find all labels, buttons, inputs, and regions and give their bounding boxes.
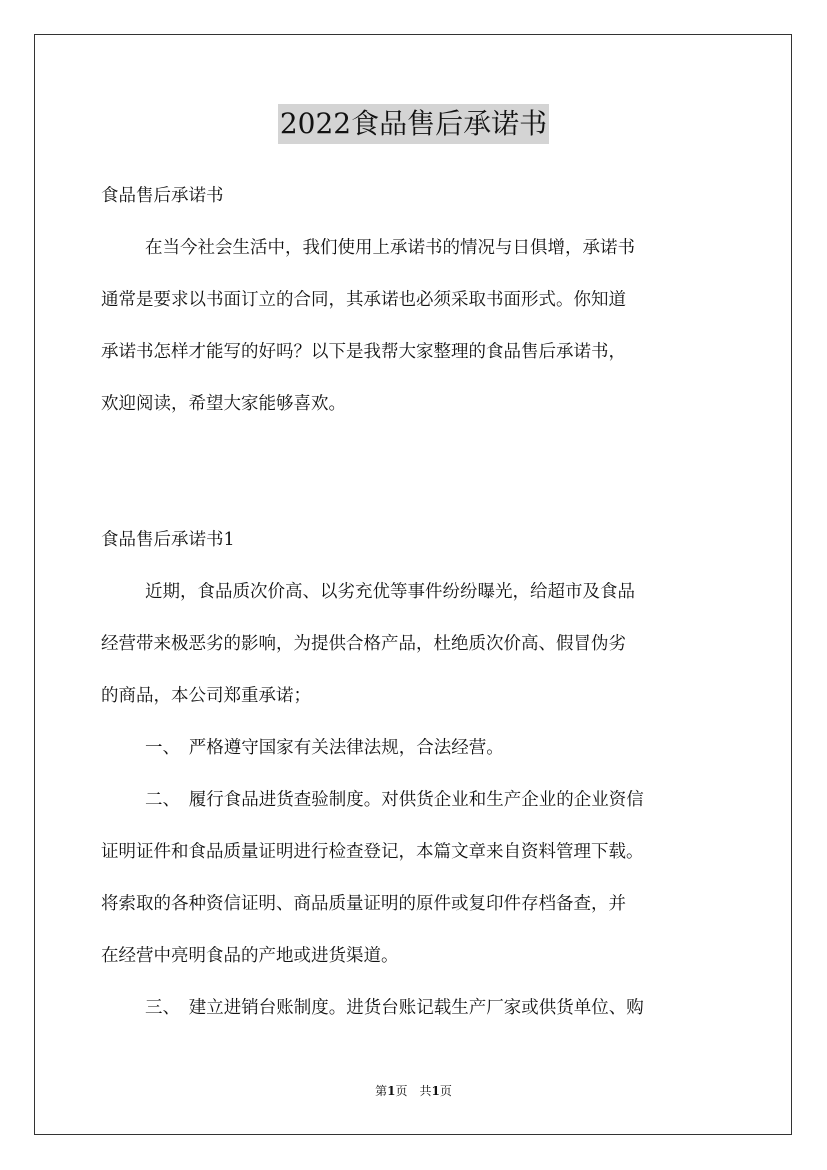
page-footer bbox=[0, 1083, 827, 1099]
text-line: 的商品，本公司郑重承诺； bbox=[101, 686, 311, 706]
footer-prefix: 第 bbox=[375, 1084, 388, 1098]
document-title-container bbox=[0, 103, 827, 144]
document-title: 2022食品售后承诺书 bbox=[278, 104, 549, 144]
text-line: 三、 建立进销台账制度。进货台账记载生产厂家或供货单位、购 bbox=[145, 998, 644, 1018]
text-line: 将索取的各种资信证明、商品质量证明的原件或复印件存档备查，并 bbox=[101, 894, 626, 914]
text-line: 承诺书怎样才能写的好吗？以下是我帮大家整理的食品售后承诺书， bbox=[101, 342, 626, 362]
text-line: 经营带来极恶劣的影响，为提供合格产品，杜绝质次价高、假冒伪劣 bbox=[101, 634, 626, 654]
text-line: 在当今社会生活中，我们使用上承诺书的情况与日俱增，承诺书 bbox=[145, 238, 635, 258]
footer-middle: 页 共 bbox=[395, 1084, 432, 1098]
footer-total-pages: 1 bbox=[431, 1084, 440, 1098]
text-line: 证明证件和食品质量证明进行检查登记，本篇文章来自资料管理下载。 bbox=[101, 842, 644, 862]
text-line: 一、 严格遵守国家有关法律法规，合法经营。 bbox=[145, 738, 504, 758]
footer-suffix: 页 bbox=[439, 1084, 452, 1098]
document-body bbox=[101, 170, 731, 1034]
text-line: 食品售后承诺书 bbox=[101, 186, 224, 206]
text-line: 二、 履行食品进货查验制度。对供货企业和生产企业的企业资信 bbox=[145, 790, 644, 810]
text-line: 在经营中亮明食品的产地或进货渠道。 bbox=[101, 946, 399, 966]
text-line: 近期，食品质次价高、以劣充优等事件纷纷曝光，给超市及食品 bbox=[145, 582, 635, 602]
text-line: 欢迎阅读，希望大家能够喜欢。 bbox=[101, 394, 346, 414]
blank-line bbox=[101, 446, 731, 498]
text-line: 通常是要求以书面订立的合同，其承诺也必须采取书面形式。你知道 bbox=[101, 290, 626, 310]
text-line: 食品售后承诺书1 bbox=[101, 530, 235, 550]
footer-page-number: 1 bbox=[387, 1084, 396, 1098]
